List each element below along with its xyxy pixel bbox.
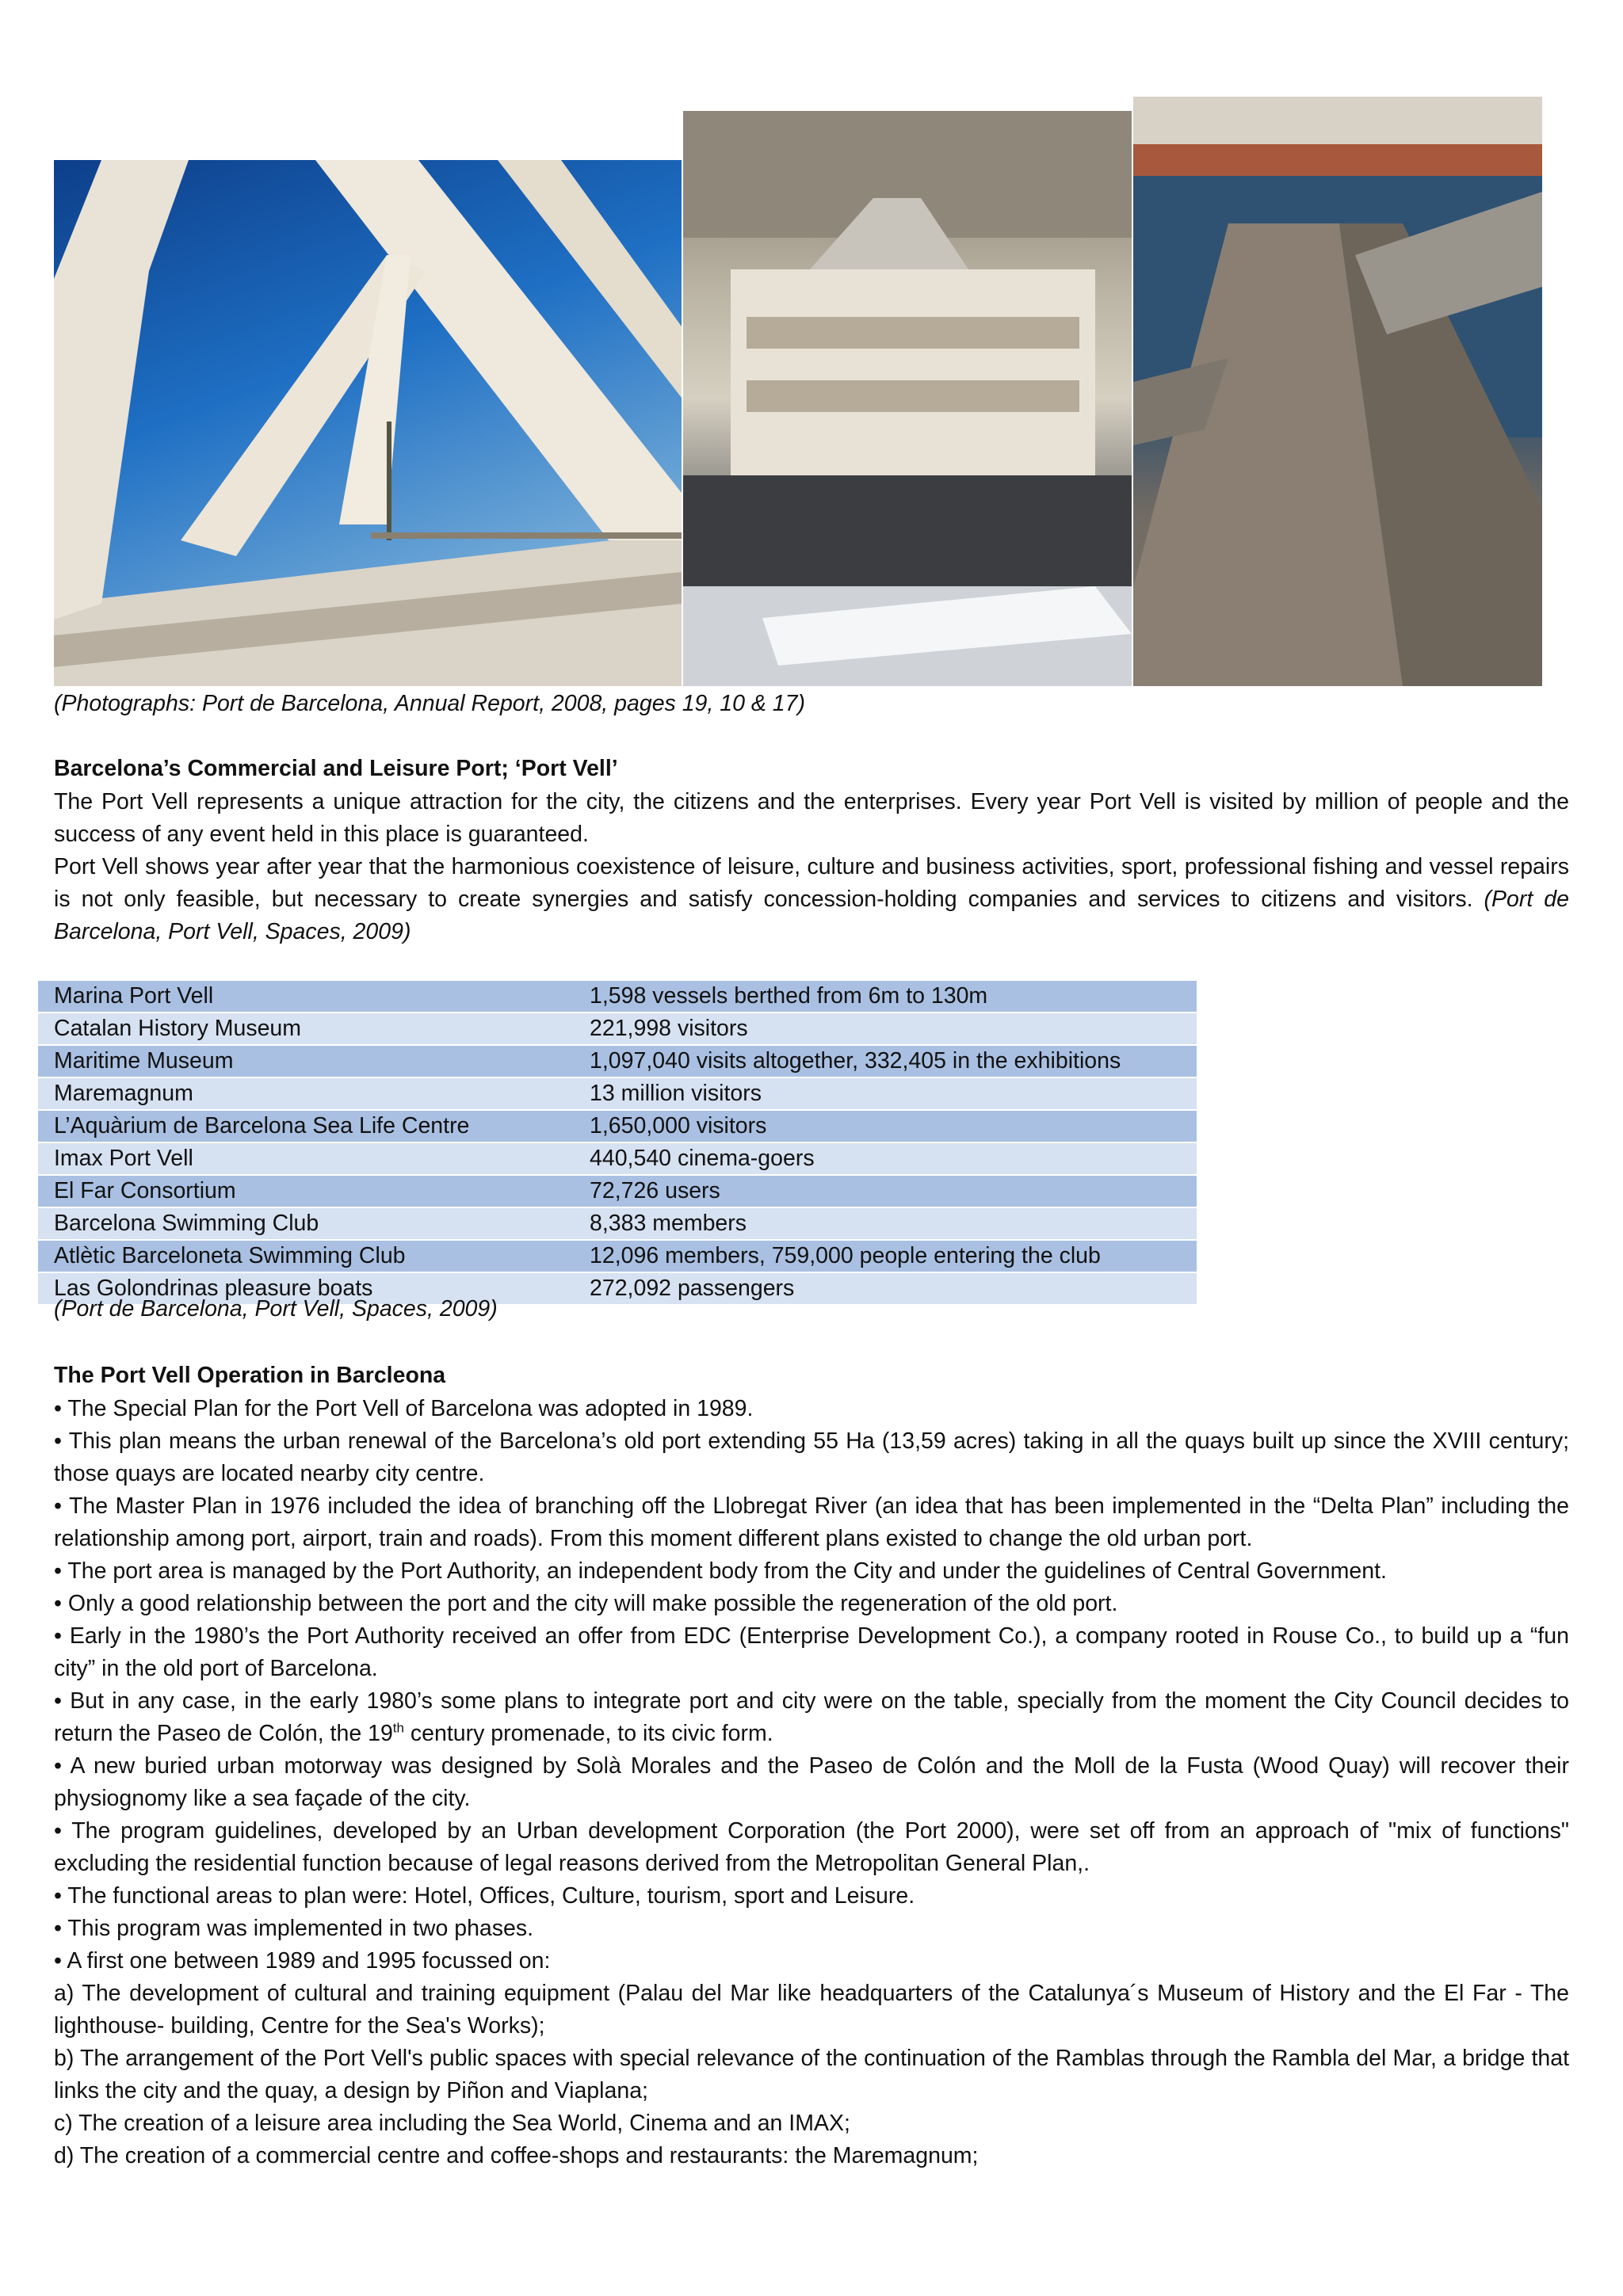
- facility-name-cell: Maremagnum: [54, 1081, 193, 1106]
- list-item: • Early in the 1980’s the Port Authority received an offer from EDC (Enterprise Development Co.), a company rooted in Rouse Co., to build up a “fun city” in the old port of Barcelona.: [54, 1623, 1569, 1681]
- paseo-text-after: century promenade, to its civic form.: [403, 1721, 773, 1746]
- facility-value-cell: 1,097,040 visits altogether, 332,405 in the exhibitions: [590, 1048, 1121, 1074]
- operation-heading: The Port Vell Operation in Barcleona: [54, 1363, 446, 1388]
- port-vell-body: [54, 786, 1569, 948]
- facility-name-cell: El Far Consortium: [54, 1178, 236, 1203]
- table-row: [38, 1077, 1197, 1110]
- list-item: • The port area is managed by the Port Authority, an independent body from the City and under the guidelines of Central Government.: [54, 1558, 1387, 1584]
- operation-items-group-1: [54, 1393, 1569, 1685]
- table-row: [38, 1142, 1197, 1175]
- facility-name-cell: Maritime Museum: [54, 1048, 234, 1074]
- table-row: [38, 1240, 1197, 1272]
- operation-items-group-2: [54, 1750, 1569, 2172]
- port-vell-heading: Barcelona’s Commercial and Leisure Port; ‘Port Vell’: [54, 756, 618, 781]
- bridge-illustration: [54, 160, 682, 686]
- port-building-photo: [683, 111, 1132, 686]
- spaces-table-body: [38, 981, 1197, 1305]
- facility-value-cell: 72,726 users: [590, 1178, 720, 1203]
- facility-value-cell: 8,383 members: [590, 1211, 747, 1236]
- facility-name-cell: Atlètic Barceloneta Swimming Club: [54, 1243, 406, 1268]
- list-item: • This plan means the urban renewal of the Barcelona’s old port extending 55 Ha (13,59 acres) taking in all the quays built up since the XVIII century; those quays are located nearby city centre.: [54, 1428, 1569, 1486]
- facility-value-cell: 13 million visitors: [590, 1081, 762, 1106]
- facility-name-cell: Catalan History Museum: [54, 1016, 302, 1041]
- list-item: • The program guidelines, developed by an Urban development Corporation (the Port 2000), were set off from an approach of "mix of functions" excluding the residential function because of legal reasons derived from the Metropolitan General Plan,.: [54, 1818, 1569, 1876]
- facility-name-cell: Imax Port Vell: [54, 1146, 193, 1171]
- list-item: • The Special Plan for the Port Vell of Barcelona was adopted in 1989.: [54, 1396, 754, 1421]
- list-item: c) The creation of a leisure area including the Sea World, Cinema and an IMAX;: [54, 2111, 850, 2136]
- facility-value-cell: 440,540 cinema-goers: [590, 1146, 815, 1171]
- list-item: • A first one between 1989 and 1995 focussed on:: [54, 1948, 551, 1974]
- rambla-del-mar-illustration: [1133, 97, 1542, 686]
- port-vell-spaces-table: [38, 981, 1197, 1306]
- port-vell-paragraph-1: The Port Vell represents a unique attraction for the city, the citizens and the enterprises. Every year Port Vell is visited by million of people and the success of any event held in this place is guaranteed.: [54, 789, 1569, 847]
- list-item: • The Master Plan in 1976 included the idea of branching off the Llobregat River (an idea that has been implemented in the “Delta Plan” including the relationship among port, airport, train and roads). From this moment different plans existed to change the old urban port.: [54, 1493, 1569, 1551]
- facility-name-cell: Las Golondrinas pleasure boats: [54, 1276, 373, 1301]
- paseo-superscript: th: [392, 1720, 404, 1736]
- list-item: • This program was implemented in two phases.: [54, 1916, 534, 1941]
- table-row: [38, 981, 1197, 1013]
- port-building-illustration: [683, 111, 1132, 686]
- port-vell-paragraph-2: [54, 851, 1569, 948]
- table-source: (Port de Barcelona, Port Vell, Spaces, 2009): [54, 1296, 498, 1322]
- photo-caption: (Photographs: Port de Barcelona, Annual Report, 2008, pages 19, 10 & 17): [54, 691, 805, 716]
- operation-list: [54, 1393, 1569, 2172]
- port-vell-paragraph-2-text: Port Vell shows year after year that the harmonious coexistence of leisure, culture and business activities, sport, professional fishing and vessel repairs is not only feasible, but necessary to create synergies and satisfy concession-holding companies and services to citizens and visitors.: [54, 854, 1569, 912]
- list-item: d) The creation of a commercial centre and coffee-shops and restaurants: the Maremagnum;: [54, 2143, 979, 2168]
- facility-name-cell: Marina Port Vell: [54, 983, 214, 1009]
- operation-item-paseo: [54, 1685, 1569, 1750]
- list-item: • The functional areas to plan were: Hotel, Offices, Culture, tourism, sport and Leisure.: [54, 1883, 915, 1909]
- bridge-photo: [54, 160, 682, 686]
- list-item: a) The development of cultural and training equipment (Palau del Mar like headquarters of the Catalunya´s Museum of History and the El Far - The lighthouse- building, Centre for the Sea's Works);: [54, 1981, 1569, 2039]
- facility-value-cell: 1,598 vessels berthed from 6m to 130m: [590, 983, 988, 1009]
- table-row: [38, 1013, 1197, 1045]
- list-item: • Only a good relationship between the port and the city will make possible the regeneration of the old port.: [54, 1591, 1118, 1616]
- list-item: • A new buried urban motorway was designed by Solà Morales and the Paseo de Colón and the Moll de la Fusta (Wood Quay) will recover their physiognomy like a sea façade of the city.: [54, 1753, 1569, 1811]
- table-row: [38, 1175, 1197, 1207]
- list-item: b) The arrangement of the Port Vell's public spaces with special relevance of the continuation of the Ramblas through the Rambla del Mar, a bridge that links the city and the quay, a design by Piñon and Viaplana;: [54, 2046, 1569, 2103]
- facility-name-cell: L’Aquàrium de Barcelona Sea Life Centre: [54, 1113, 470, 1138]
- facility-value-cell: 272,092 passengers: [590, 1276, 795, 1301]
- table-row: [38, 1045, 1197, 1077]
- table-row: [38, 1110, 1197, 1142]
- port-vell-citation: (Port de Barcelona, Port Vell, Spaces, 2009): [54, 887, 1569, 944]
- facility-value-cell: 12,096 members, 759,000 people entering the club: [590, 1243, 1101, 1268]
- facility-value-cell: 221,998 visitors: [590, 1016, 748, 1041]
- facility-value-cell: 1,650,000 visitors: [590, 1113, 767, 1138]
- rambla-del-mar-photo: [1133, 97, 1542, 686]
- table-row: [38, 1207, 1197, 1240]
- paseo-text-before: • But in any case, in the early 1980’s some plans to integrate port and city were on the table, specially from the moment the City Council decides to return the Paseo de Colón, the 19: [54, 1688, 1569, 1746]
- facility-name-cell: Barcelona Swimming Club: [54, 1211, 319, 1236]
